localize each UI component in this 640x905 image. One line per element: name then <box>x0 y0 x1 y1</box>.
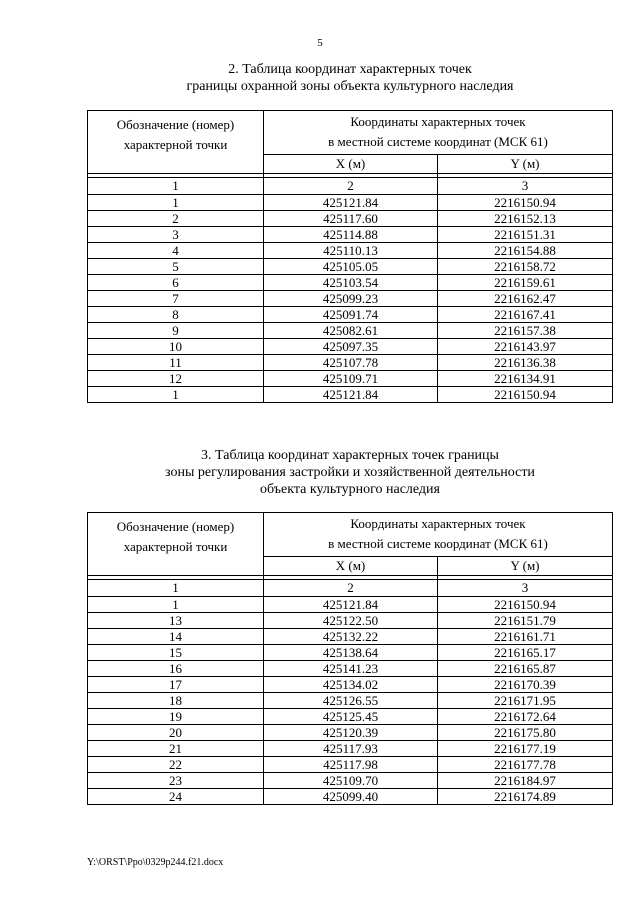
y-coordinate-cell: 2216151.79 <box>438 613 613 629</box>
point-cell: 22 <box>88 757 264 773</box>
table-row <box>88 677 613 693</box>
table-row <box>88 387 613 403</box>
column-number: 1 <box>88 580 264 597</box>
x-column-header: X (м) <box>264 155 438 174</box>
x-coordinate-cell: 425117.60 <box>264 211 438 227</box>
file-path-footer: Y:\ORST\Ppo\0329p244.f21.docx <box>87 857 224 868</box>
table-row <box>88 709 613 725</box>
y-coordinate-cell: 2216134.91 <box>438 371 613 387</box>
point-cell: 6 <box>88 275 264 291</box>
table-row <box>88 195 613 211</box>
table-row <box>88 661 613 677</box>
x-coordinate-cell: 425099.23 <box>264 291 438 307</box>
point-cell: 18 <box>88 693 264 709</box>
point-cell: 17 <box>88 677 264 693</box>
y-coordinate-cell: 2216150.94 <box>438 387 613 403</box>
point-cell: 21 <box>88 741 264 757</box>
column-number-row <box>88 178 613 195</box>
y-coordinate-cell: 2216150.94 <box>438 597 613 613</box>
table-row <box>88 339 613 355</box>
y-coordinate-cell: 2216177.78 <box>438 757 613 773</box>
point-cell: 14 <box>88 629 264 645</box>
point-column-header: Обозначение (номер) характерной точки <box>88 111 264 174</box>
y-coordinate-cell: 2216151.31 <box>438 227 613 243</box>
point-cell: 24 <box>88 789 264 805</box>
x-coordinate-cell: 425132.22 <box>264 629 438 645</box>
point-cell: 8 <box>88 307 264 323</box>
point-cell: 16 <box>88 661 264 677</box>
point-cell: 23 <box>88 773 264 789</box>
point-cell: 3 <box>88 227 264 243</box>
point-cell: 20 <box>88 725 264 741</box>
x-column-header: X (м) <box>264 557 438 576</box>
x-coordinate-cell: 425134.02 <box>264 677 438 693</box>
y-coordinate-cell: 2216172.64 <box>438 709 613 725</box>
table2-title <box>60 61 640 95</box>
coords-column-header: Координаты характерных точек в местной системе координат (МСК 61) <box>264 111 613 155</box>
coords-column-header: Координаты характерных точек в местной системе координат (МСК 61) <box>264 513 613 557</box>
y-column-header: Y (м) <box>438 557 613 576</box>
x-coordinate-cell: 425099.40 <box>264 789 438 805</box>
x-coordinate-cell: 425109.70 <box>264 773 438 789</box>
point-cell: 1 <box>88 387 264 403</box>
point-cell: 9 <box>88 323 264 339</box>
table-row <box>88 371 613 387</box>
table-row <box>88 629 613 645</box>
x-coordinate-cell: 425082.61 <box>264 323 438 339</box>
y-coordinate-cell: 2216174.89 <box>438 789 613 805</box>
x-coordinate-cell: 425114.88 <box>264 227 438 243</box>
x-coordinate-cell: 425097.35 <box>264 339 438 355</box>
y-coordinate-cell: 2216161.71 <box>438 629 613 645</box>
point-cell: 5 <box>88 259 264 275</box>
table-row <box>88 773 613 789</box>
table-row <box>88 693 613 709</box>
y-coordinate-cell: 2216143.97 <box>438 339 613 355</box>
column-number: 3 <box>438 580 613 597</box>
point-cell: 12 <box>88 371 264 387</box>
table-row <box>88 211 613 227</box>
x-coordinate-cell: 425126.55 <box>264 693 438 709</box>
x-coordinate-cell: 425121.84 <box>264 597 438 613</box>
table2-title-line: границы охранной зоны объекта культурного наследия <box>186 79 514 94</box>
table-row <box>88 275 613 291</box>
y-coordinate-cell: 2216159.61 <box>438 275 613 291</box>
table3-title-line: объекта культурного наследия <box>260 482 440 497</box>
column-number-row <box>88 580 613 597</box>
x-coordinate-cell: 425141.23 <box>264 661 438 677</box>
table-row <box>88 741 613 757</box>
x-coordinate-cell: 425121.84 <box>264 387 438 403</box>
table-row <box>88 291 613 307</box>
y-coordinate-cell: 2216165.87 <box>438 661 613 677</box>
column-number: 1 <box>88 178 264 195</box>
table-row <box>88 243 613 259</box>
x-coordinate-cell: 425138.64 <box>264 645 438 661</box>
y-coordinate-cell: 2216154.88 <box>438 243 613 259</box>
table-row <box>88 645 613 661</box>
y-coordinate-cell: 2216177.19 <box>438 741 613 757</box>
table3-title-line: зоны регулирования застройки и хозяйственной деятельности <box>165 465 535 480</box>
table3-title <box>60 447 640 498</box>
x-coordinate-cell: 425105.05 <box>264 259 438 275</box>
table2-title-line: 2. Таблица координат характерных точек <box>228 62 472 77</box>
point-cell: 13 <box>88 613 264 629</box>
y-coordinate-cell: 2216184.97 <box>438 773 613 789</box>
point-cell: 19 <box>88 709 264 725</box>
y-coordinate-cell: 2216175.80 <box>438 725 613 741</box>
table2-coordinates <box>87 110 613 403</box>
point-cell: 4 <box>88 243 264 259</box>
y-coordinate-cell: 2216157.38 <box>438 323 613 339</box>
point-cell: 11 <box>88 355 264 371</box>
table3-body <box>88 513 613 805</box>
table-row <box>88 757 613 773</box>
x-coordinate-cell: 425120.39 <box>264 725 438 741</box>
y-coordinate-cell: 2216152.13 <box>438 211 613 227</box>
y-column-header: Y (м) <box>438 155 613 174</box>
y-coordinate-cell: 2216158.72 <box>438 259 613 275</box>
x-coordinate-cell: 425117.93 <box>264 741 438 757</box>
point-cell: 2 <box>88 211 264 227</box>
point-column-header: Обозначение (номер) характерной точки <box>88 513 264 576</box>
table3-title-line: 3. Таблица координат характерных точек границы <box>201 448 499 463</box>
table-row <box>88 227 613 243</box>
x-coordinate-cell: 425117.98 <box>264 757 438 773</box>
y-coordinate-cell: 2216162.47 <box>438 291 613 307</box>
point-cell: 10 <box>88 339 264 355</box>
x-coordinate-cell: 425107.78 <box>264 355 438 371</box>
y-coordinate-cell: 2216167.41 <box>438 307 613 323</box>
table-row <box>88 789 613 805</box>
table3-coordinates <box>87 512 613 805</box>
point-cell: 1 <box>88 597 264 613</box>
y-coordinate-cell: 2216136.38 <box>438 355 613 371</box>
y-coordinate-cell: 2216170.39 <box>438 677 613 693</box>
column-number: 2 <box>264 178 438 195</box>
point-cell: 7 <box>88 291 264 307</box>
x-coordinate-cell: 425109.71 <box>264 371 438 387</box>
table-row <box>88 323 613 339</box>
table-row <box>88 259 613 275</box>
y-coordinate-cell: 2216171.95 <box>438 693 613 709</box>
x-coordinate-cell: 425121.84 <box>264 195 438 211</box>
column-number: 3 <box>438 178 613 195</box>
column-number: 2 <box>264 580 438 597</box>
x-coordinate-cell: 425122.50 <box>264 613 438 629</box>
y-coordinate-cell: 2216150.94 <box>438 195 613 211</box>
point-cell: 1 <box>88 195 264 211</box>
table-row <box>88 307 613 323</box>
x-coordinate-cell: 425110.13 <box>264 243 438 259</box>
x-coordinate-cell: 425125.45 <box>264 709 438 725</box>
table-row <box>88 725 613 741</box>
table-row <box>88 613 613 629</box>
page-number: 5 <box>317 37 323 49</box>
table2-body <box>88 111 613 403</box>
table-row <box>88 597 613 613</box>
x-coordinate-cell: 425091.74 <box>264 307 438 323</box>
point-cell: 15 <box>88 645 264 661</box>
y-coordinate-cell: 2216165.17 <box>438 645 613 661</box>
table-row <box>88 355 613 371</box>
x-coordinate-cell: 425103.54 <box>264 275 438 291</box>
